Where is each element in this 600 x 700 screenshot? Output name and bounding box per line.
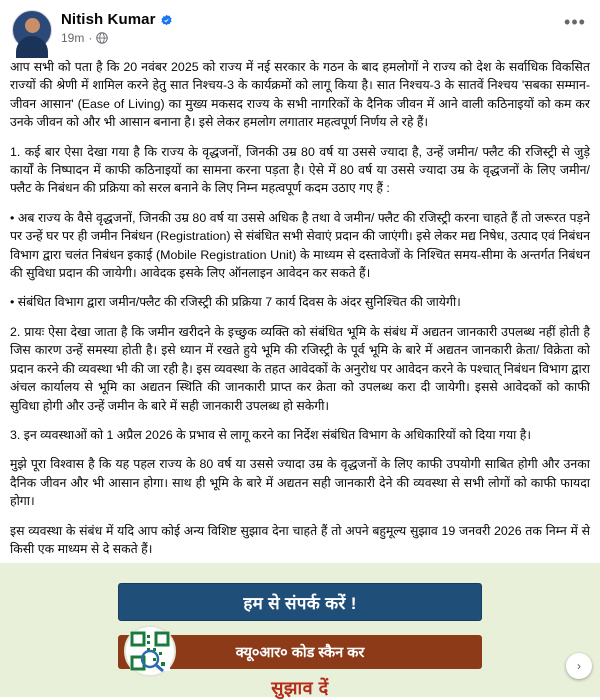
contact-banner: हम से संपर्क करें ! (118, 583, 482, 621)
post-meta-row (61, 31, 173, 45)
post-paragraph: मुझे पूरा विश्वास है कि यह पहल राज्य के 80 वर्ष या उससे ज्यादा उम्र के वृद्धजनों के लिए काफी उपयोगी साबित होगी और उनका दैनिक जीवन और भी आसान होगा। साथ ही भूमि के बारे में अद्यतन सही जानकारी देने की व्यवस्था से सभी लोगों को काफी फायदा होगा। (10, 457, 590, 509)
post-paragraph: • संबंधित विभाग द्वारा जमीन/फ्लैट की रजिस्ट्री की प्रक्रिया 7 कार्य दिवस के अंदर सुनिश्चित की जायेगी। (10, 295, 461, 310)
meta-separator: · (88, 31, 93, 45)
post-paragraph: • अब राज्य के वैसे वृद्धजनों, जिनकी उम्र 80 वर्ष या उससे अधिक है तथा वे जमीन/ फ्लैट की रजिस्ट्री करना चाहते हैं तो जरूरत पड़ने पर उन्हें घर पर ही जमीन निबंधन (Registration) से संबंधित सभी सेवाएं प्रदान की जाएंगी। इसे लेकर मद्य निषेध, उत्पाद एवं निबंधन विभाग द्वारा चलंत निबंधन इकाई (Mobile Registration Unit) के माध्यम से दस्तावेजों के निश्चित समय-सीमा के अन्तर्गत निबंधन की सुविधा प्रदान की जायेगी। आवेदक इसके लिए ऑनलाइन आवेदन कर सकते हैं। (10, 210, 590, 281)
post-paragraph: 2. प्रायः ऐसा देखा जाता है कि जमीन खरीदने के इच्छुक व्यक्ति को संबंधित भूमि के संबंध में अद्यतन जानकारी उपलब्ध नहीं होती है जिस कारण उन्हें समस्या होती है। इसे ध्यान में रखते हुये भूमि की रजिस्ट्री के पूर्व भूमि के बारे में अद्यतन जानकारी क्रेता/ विक्रेता को प्रदान करने की व्यवस्था भी की जा रही है। इस व्यवस्था के तहत आवेदकों के अनुरोध पर आवेदन करने के पश्चात् निबंधन विभाग द्वारा अंचल कार्यालय से भूमि का अद्यतन स्थिति की जानकारी प्राप्त कर क्रेता को उपलब्ध करा दी जायेगी। इससे आवेदकों को काफी सुविधा होगी और उन्हें जमीन के बारे में सही जानकारी उपलब्ध हो सकेगी। (10, 324, 590, 413)
avatar-body (16, 36, 48, 58)
timestamp[interactable]: 19m (61, 31, 85, 45)
qr-code-icon (124, 625, 176, 677)
author-name[interactable]: Nitish Kumar (61, 11, 156, 28)
post-paragraph: 3. इन व्यवस्थाओं को 1 अप्रैल 2026 के प्रभाव से लागू करने का निर्देश संबंधित विभाग के अधिकारियों को दिया गया है। (10, 427, 532, 442)
banner-bottom-text: सुझाव दें (271, 678, 329, 699)
post-text (0, 54, 600, 558)
post-paragraph: आप सभी को पता है कि 20 नवंबर 2025 को राज्य में नई सरकार के गठन के बाद हमलोगों ने राज्य को देश के सर्वाधिक विकसित राज्यों की श्रेणी में शामिल करने हेतु सात निश्चय-3 के कार्यक्रमों को लागू किया है। सात निश्चय-3 के सातवें निश्चय 'सबका सम्मान-जीवन आसान' (Ease of Living) का मुख्य मकसद राज्य के सभी नागरिकों के दैनिक जीवन में आने वाली कठिनाइयों को कम कर उनके जीवन को और भी आसान बनाना है। इसे लेकर हमलोग लगातार महत्वपूर्ण निर्णय ले रहे हैं। (10, 60, 590, 130)
author-name-row (61, 11, 173, 29)
post-paragraph: इस व्यवस्था के संबंध में यदि आप कोई अन्य विशिष्ट सुझाव देना चाहते हैं तो अपने बहुमूल्य सुझाव 19 जनवरी 2026 तक निम्न में से किसी एक माध्यम से दे सकते हैं। (10, 523, 590, 556)
author-block (61, 10, 173, 45)
verified-badge-icon (160, 14, 173, 27)
ellipsis-icon[interactable]: ••• (564, 12, 586, 32)
globe-icon (96, 32, 108, 44)
post-paragraph: 1. कई बार ऐसा देखा गया है कि राज्य के वृद्धजनों, जिनकी उम्र 80 वर्ष या उससे ज्यादा है, उन्हें जमीन/ फ्लैट की रजिस्ट्री से जुड़े कार्यों के निष्पादन में काफी कठिनाइयों का सामना करना पड़ता है। ऐसे में 80 वर्ष या उससे ज्यादा उम्र के वृद्धजनों के लिए जमीन/ फ्लैट के निबंधन की प्रक्रिया को सरल बनाने के लिए निम्न महत्वपूर्ण कदम उठाए गए हैं : (10, 144, 590, 196)
chevron-right-icon[interactable]: › (566, 653, 592, 679)
avatar[interactable] (12, 10, 52, 50)
post-image-card[interactable] (0, 563, 600, 697)
qr-banner: क्यू०आर० कोड स्कैन कर (118, 635, 482, 669)
post-header (0, 0, 600, 54)
avatar-face (25, 18, 40, 33)
